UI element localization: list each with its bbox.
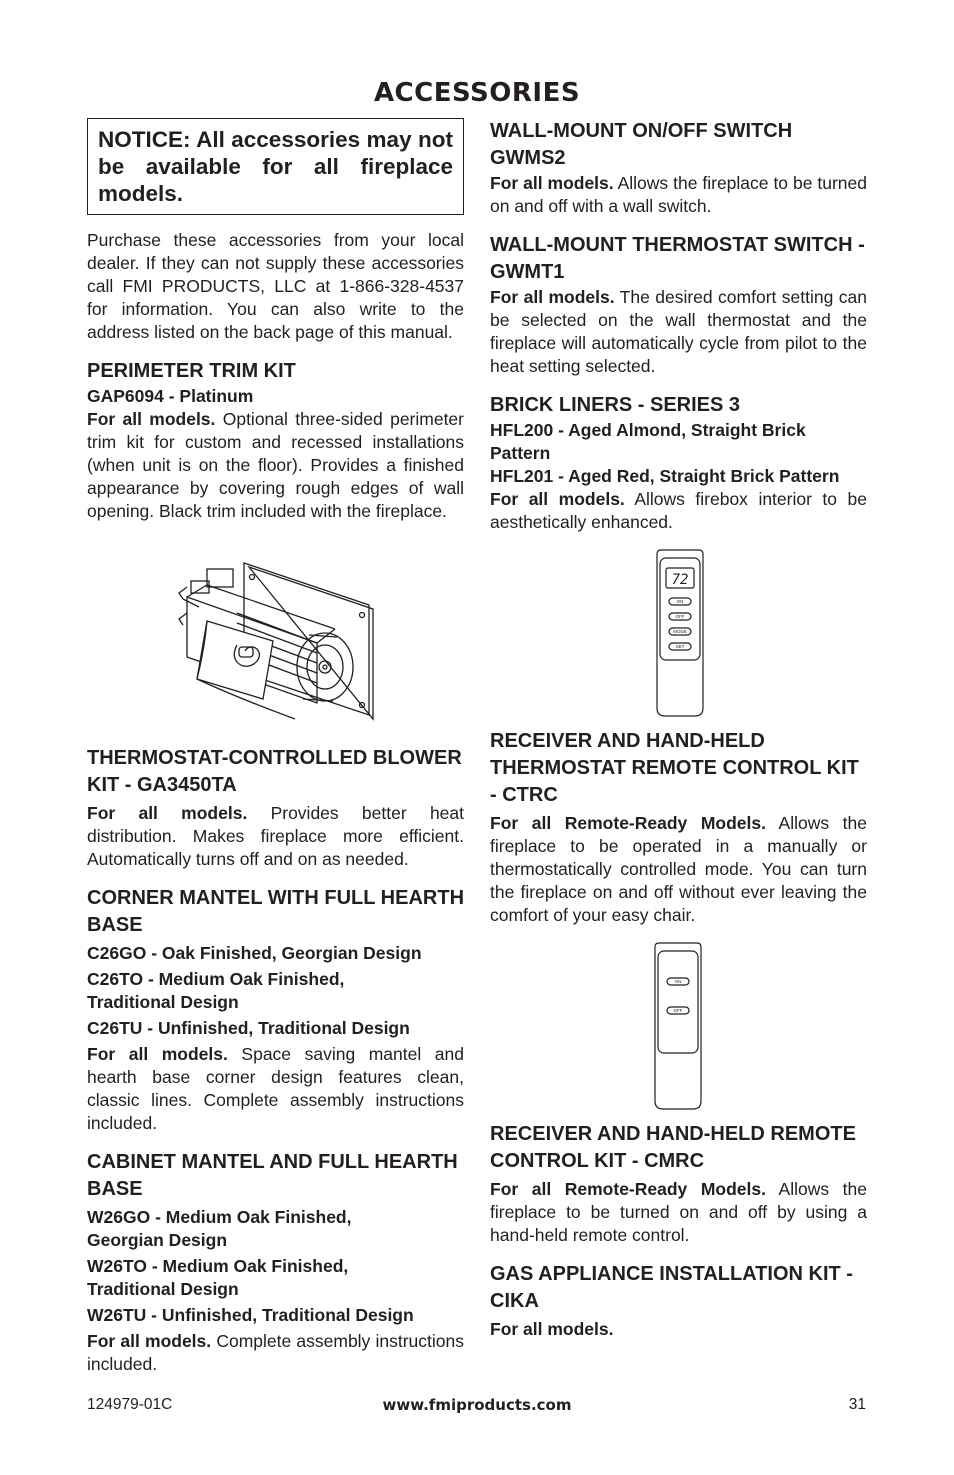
body-text: Optional three-sided perimeter trim kit for custom and recessed installations (when unit is on the floor). Provides a finished appearance by covering rough edges of wall opening. Black trim included with the fireplace.: [87, 409, 464, 521]
body-text: The desired comfort setting can be selected on the wall thermostat and the fireplace will automatically cycle from pilot to the heat setting selected.: [490, 287, 867, 376]
on-button[interactable]: ON: [674, 979, 682, 984]
thermostat-remote-illustration: [490, 548, 867, 728]
section-heading: BRICK LINERS - SERIES 3: [490, 394, 741, 416]
page-number: 31: [848, 1396, 866, 1413]
section-body: [87, 1043, 464, 1135]
page-title: ACCESSORIES: [373, 78, 581, 108]
on-off-remote-illustration: [490, 941, 867, 1121]
section-heading: THERMOSTAT-CONTROLLED BLOWER KIT - GA3450TA: [87, 747, 462, 796]
right-column: [490, 118, 867, 1341]
body-text: Provides better heat distribution. Makes fireplace more efficient. Automatically turns off and on as needed.: [87, 803, 465, 869]
body-text: Allows the fireplace to be operated in a manually or thermostatically controlled mode. You can turn the fireplace on and off without ever leaving the comfort of your easy chair.: [490, 813, 867, 925]
body-text: Allows the fireplace to be turned on and off by using a hand-held remote control.: [490, 1179, 867, 1245]
section-gwms2: [490, 118, 867, 218]
model-line: C26TO - Medium Oak Finished, Traditional Design: [87, 969, 345, 1012]
intro-paragraph: Purchase these accessories from your local dealer. If they can not supply these accessories call FMI PRODUCTS, LLC at 1-866-328-4537 for information. You can also write to the address listed on the back page of this manual.: [87, 230, 464, 342]
section-heading: CABINET MANTEL AND FULL HEARTH BASE: [87, 1151, 458, 1200]
document-number: 124979-01C: [87, 1396, 173, 1413]
mode-button[interactable]: MODE: [673, 629, 687, 634]
section-heading: PERIMETER TRIM KIT: [87, 360, 296, 382]
section-blower-kit: [87, 745, 464, 871]
section-heading: RECEIVER AND HAND-HELD THERMOSTAT REMOTE CONTROL KIT - CTRC: [490, 730, 859, 806]
section-heading: WALL-MOUNT ON/OFF SWITCH GWMS2: [490, 120, 793, 169]
section-cabinet-mantel: [87, 1149, 464, 1376]
section-body: [87, 1330, 464, 1376]
lead-text: For all models.: [490, 489, 625, 509]
off-button[interactable]: OFF: [675, 614, 685, 619]
section-body: [490, 286, 867, 378]
section-body: [490, 1178, 867, 1247]
blower-kit-illustration: [87, 523, 464, 745]
section-heading: RECEIVER AND HAND-HELD REMOTE CONTROL KIT - CMRC: [490, 1123, 856, 1172]
section-body: [87, 408, 464, 523]
website-link[interactable]: www.fmiproducts.com: [382, 1396, 572, 1414]
section-heading: WALL-MOUNT THERMOSTAT SWITCH - GWMT1: [490, 234, 865, 283]
lead-text: For all Remote-Ready Models.: [490, 813, 766, 833]
on-button[interactable]: ON: [676, 599, 684, 604]
lead-text: For all models.: [87, 803, 248, 823]
section-body: [490, 1318, 867, 1341]
lead-text: For all models.: [490, 287, 615, 307]
model-line: HFL200 - Aged Almond, Straight Brick Pattern: [490, 420, 806, 463]
off-button[interactable]: OFF: [673, 1008, 683, 1013]
lead-text: For all models.: [87, 409, 216, 429]
section-corner-mantel: [87, 885, 464, 1135]
model-line: C26TU - Unfinished, Traditional Design: [87, 1018, 410, 1038]
body-text: Complete assembly instructions included.: [87, 1331, 465, 1374]
lead-text: For all models.: [87, 1044, 228, 1064]
section-brick-liners: [490, 392, 867, 534]
body-text: Space saving mantel and hearth base corner design features clean, classic lines. Complete assembly instructions included.: [87, 1044, 464, 1133]
lead-text: For all models.: [490, 1319, 614, 1339]
thermostat-display: 72: [671, 572, 689, 588]
model-line: W26TO - Medium Oak Finished, Traditional Design: [87, 1256, 349, 1299]
section-body: [490, 488, 867, 534]
lead-text: For all models.: [87, 1331, 212, 1351]
model-line: HFL201 - Aged Red, Straight Brick Pattern: [490, 466, 840, 486]
body-text: Allows the fireplace to be turned on and off with a wall switch.: [490, 173, 867, 216]
model-line: W26GO - Medium Oak Finished, Georgian Design: [87, 1207, 352, 1250]
section-cmrc: [490, 1121, 867, 1247]
blower-drawing: [87, 523, 464, 745]
section-body: [87, 802, 464, 871]
on-off-remote-drawing: [490, 941, 867, 1111]
section-gwmt1: [490, 232, 867, 378]
notice-box: NOTICE: All accessories may not be available for all fireplace models.: [87, 118, 464, 215]
section-body: [490, 812, 867, 927]
lead-text: For all models.: [490, 173, 614, 193]
section-body: [490, 172, 867, 218]
left-column: [87, 118, 464, 1376]
section-cika: [490, 1261, 867, 1341]
set-button[interactable]: SET: [675, 644, 685, 649]
section-heading: CORNER MANTEL WITH FULL HEARTH BASE: [87, 887, 465, 936]
section-perimeter-trim: [87, 358, 464, 523]
body-text: Allows firebox interior to be aesthetically enhanced.: [490, 489, 868, 532]
model-line: GAP6094 - Platinum: [87, 386, 254, 406]
model-line: C26GO - Oak Finished, Georgian Design: [87, 943, 422, 963]
section-ctrc: [490, 728, 867, 927]
model-line: W26TU - Unfinished, Traditional Design: [87, 1305, 414, 1325]
lead-text: For all Remote-Ready Models.: [490, 1179, 766, 1199]
section-heading: GAS APPLIANCE INSTALLATION KIT - CIKA: [490, 1263, 853, 1312]
